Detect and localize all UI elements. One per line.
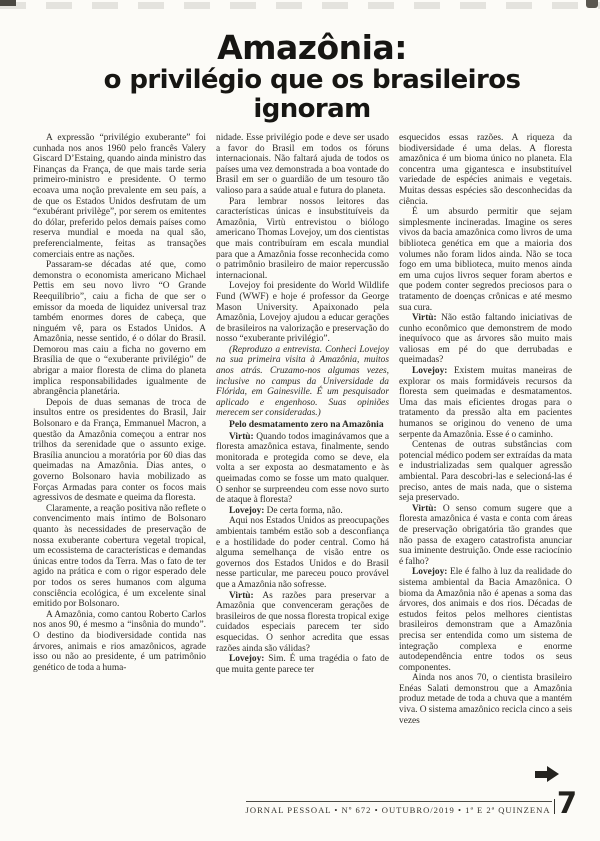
article-paragraph: Virtù: Quando todos imaginávamos que a floresta amazônica estava, finalmente, sendo monitorada e protegida como se deve, ela volta a ser exposta ao desmatamento e às queimadas como se fosse um mato qualquer. O senhor se surpreendeu com esse novo surto de ataque à floresta? — [216, 431, 389, 506]
text-column-1 — [33, 133, 206, 726]
article-paragraph: Virtù: Não estão faltando iniciativas de cunho econômico que demonstrem de modo inequívoco que as árvores são muito mais valiosas em pé do que derrubadas e queimadas? — [399, 313, 572, 366]
article-paragraph: Virtù: O senso comum sugere que a floresta amazônica é vasta e conta com áreas de preservação obrigatória tão grandes que não passa de exagero catastrofista anunciar sua iminente destruição. Onde esse raciocínio é falho? — [399, 503, 572, 567]
text-column-3 — [399, 133, 572, 726]
article-paragraph: A expressão “privilégio exuberante” foi cunhada nos anos 1960 pelo francês Valery Giscard D’Estaing, quando ainda ministro das Finanças da França, de que mais tarde seria primeiro-ministro e presidente. O termo ecoava uma noção prevalente em seu país, a de que os Estados Unidos desfrutam de um “exubérant privilège”, por serem os emitentes do dólar, preferido pelos demais países como reserva mundial e moeda na qual são, preferencialmente, feitas as transações comerciais entre as nações. — [33, 133, 206, 260]
article-paragraph: Lovejoy: Sim. É uma tragédia o fato de que muita gente parece ter — [216, 654, 389, 675]
article-paragraph: A Amazônia, como cantou Roberto Carlos nos anos 90, é mesmo a “insônia do mundo”. O destino da biodiversidade contida nas árvores, animais e rios amazônicos, agrade isso ou não ao presidente, é um patrimônio genético de toda a huma- — [33, 609, 206, 673]
article-paragraph: Depois de duas semanas de troca de insultos entre os presidentes do Brasil, Jair Bolsonaro e da França, Emmanuel Macron, a questão da Amazônia começou a entrar nos trilhos da serenidade que o assunto exige. Brasília anunciou a moratória por 60 dias das queimadas na Amazônia. Dias antes, o governo Bolsonaro havia mobilizado as Forças Armadas para conter os focos mais agressivos de desmate e queima da floresta. — [33, 397, 206, 504]
article-header — [0, 0, 600, 124]
article-title-line2: o privilégio que os brasileiros ignoram — [103, 65, 521, 124]
page-number: 7 — [556, 786, 576, 820]
article-paragraph: esquecidos essas razões. A riqueza da biodiversidade é uma delas. A floresta amazônica é um bioma único no planeta. Ela concentra uma gigantesca e insubstituível variedade de espécies animais e vegetais. Muitas dessas espécies são desconhecidas da ciência. — [399, 133, 572, 207]
article-paragraph: Aqui nos Estados Unidos as preocupações ambientais também estão sob a desconfiança e a hostilidade do poder central. Como há alguma semelhança de visão entre os governos dos Estados Unidos e do Brasil nesse particular, me pareceu pouco provável que a Amazônia não sofresse. — [216, 516, 389, 590]
article-paragraph: Passaram-se décadas até que, como demonstra o economista americano Michael Pettis em seu novo livro “O Grande Reequilíbrio”, caiu a ficha de que ser o emissor da moeda de liquidez universal traz também enormes dores de cabeça, que ninguém vê, para os Estados Unidos. A Amazônia, nesse sentido, é o dólar do Brasil. Demorou mas caiu a ficha no governo em Brasília de que o “exuberante privilégio” de abrigar a maior floresta de clima do planeta implica responsabilidades igualmente de abrangência planetária. — [33, 260, 206, 398]
scan-artifact-corner-right — [586, 0, 598, 8]
continuation-arrow-icon — [535, 766, 559, 782]
article-body — [0, 133, 600, 726]
article-paragraph: Lovejoy foi presidente do World Wildlife Fund (WWF) e hoje é professor da George Mason University. Apaixonado pela Amazônia, Lovejoy ajudou a educar gerações de brasileiros na valorização e preservação do nosso “exuberante privilégio”. — [216, 281, 389, 345]
continuation-arrow-head — [547, 766, 559, 782]
article-paragraph: Para lembrar nossos leitores das características únicas e insubstituíveis da Amazônia, Virtù entrevistou o biólogo americano Thomas Lovejoy, um dos cientistas que mais contribuíram em escala mundial para que a Amazônia fosse reconhecida como o patrimônio brasileiro de maior repercussão internacional. — [216, 196, 389, 281]
article-paragraph: Claramente, a reação positiva não reflete o convencimento mais íntimo de Bolsonaro quanto às necessidades de preservação de nossa exuberante cobertura vegetal tropical, um ecossistema de características e demandas únicas entre todos da Terra. Mas o fato de ter agido na prática e com o rigor esperado dele por todos os seres humanos com alguma consciência ecológica, é um excelente sinal emitido por Bolsonaro. — [33, 503, 206, 610]
article-paragraph: Lovejoy: Ele é falho à luz da realidade do sistema ambiental da Bacia Amazônica. O bioma da Amazônia não é apenas a soma das árvores, dos animais e dos rios. Décadas de estudos feitos pelos melhores cientistas brasileiros demonstram que a Amazônia precisa ser entendida como um sistema de integração complexa e enorme autodependência entre todos os seus componentes. — [399, 567, 572, 673]
article-paragraph: Centenas de outras substâncias com potencial médico podem ser extraídas da mata e industrializadas sem qualquer agressão ambiental. Para descobri-las e selecioná-las é preciso, antes de mais nada, que o sistema seja preservado. — [399, 440, 572, 504]
article-paragraph: Virtù: As razões para preservar a Amazônia que convenceram gerações de brasileiros de que nossa floresta tropical exige cuidados especiais parecem ter sido esquecidas. O senhor acredita que essas razões ainda são válidas? — [216, 590, 389, 654]
article-paragraph: Lovejoy: De certa forma, não. — [229, 505, 343, 516]
scan-artifact-corner-left — [0, 0, 16, 6]
article-paragraph: Ainda nos anos 70, o cientista brasileiro Enéas Salati demonstrou que a Amazônia produz metade de toda a chuva que a mantém viva. O sistema amazônico recicla cinco a seis vezes — [399, 673, 572, 726]
text-column-2 — [216, 133, 389, 726]
article-title-line1: Amazônia: — [217, 28, 407, 67]
footer-tick-mark — [554, 799, 555, 814]
article-paragraph: (Reproduzo a entrevista. Conheci Lovejoy na sua primeira visita à Amazônia, muitos anos atrás. Cruzamo-nos algumas vezes, inclusive no campus da Universidade da Flórida, em Gainesville. É um pesquisador aplicado e engenhoso. Suas opiniões merecem ser consideradas.) — [216, 344, 389, 419]
page-footer — [245, 786, 576, 820]
article-paragraph: É um absurdo permitir que sejam simplesmente incineradas. Imagine os seres vivos da bacia amazônica como livros de uma biblioteca genética em que a maioria dos volumes não foram lidos ainda. Não se toca fogo em uma biblioteca, muito menos ainda em uma cujos livros sequer foram abertos e que podem conter segredos preciosos para o tratamento de doenças crônicas e até mesmo sua cura. — [399, 207, 572, 313]
article-paragraph: nidade. Esse privilégio pode e deve ser usado a favor do Brasil em todos os fóruns internacionais. Não faltará ajuda de todos os países uma vez demonstrada a boa vontade do Brasil em ser o guardião de um tesouro tão valioso para a saúde atual e futura do planeta. — [216, 133, 389, 196]
journal-imprint: JORNAL PESSOAL • Nº 672 • OUTUBRO/2019 • 1ª E 2ª QUINZENA — [246, 801, 552, 815]
section-heading: Pelo desmatamento zero na Amazônia — [229, 419, 384, 431]
article-paragraph: Lovejoy: Existem muitas maneiras de explorar os mais formidáveis recursos da floresta sem queimadas e desmatamentos. Uma das mais eficientes drogas para o tratamento da pressão alta em pacientes humanos se originou do veneno de uma serpente da Amazônia. Esse é o caminho. — [399, 366, 572, 440]
scan-artifact-top-strip — [0, 2, 600, 9]
